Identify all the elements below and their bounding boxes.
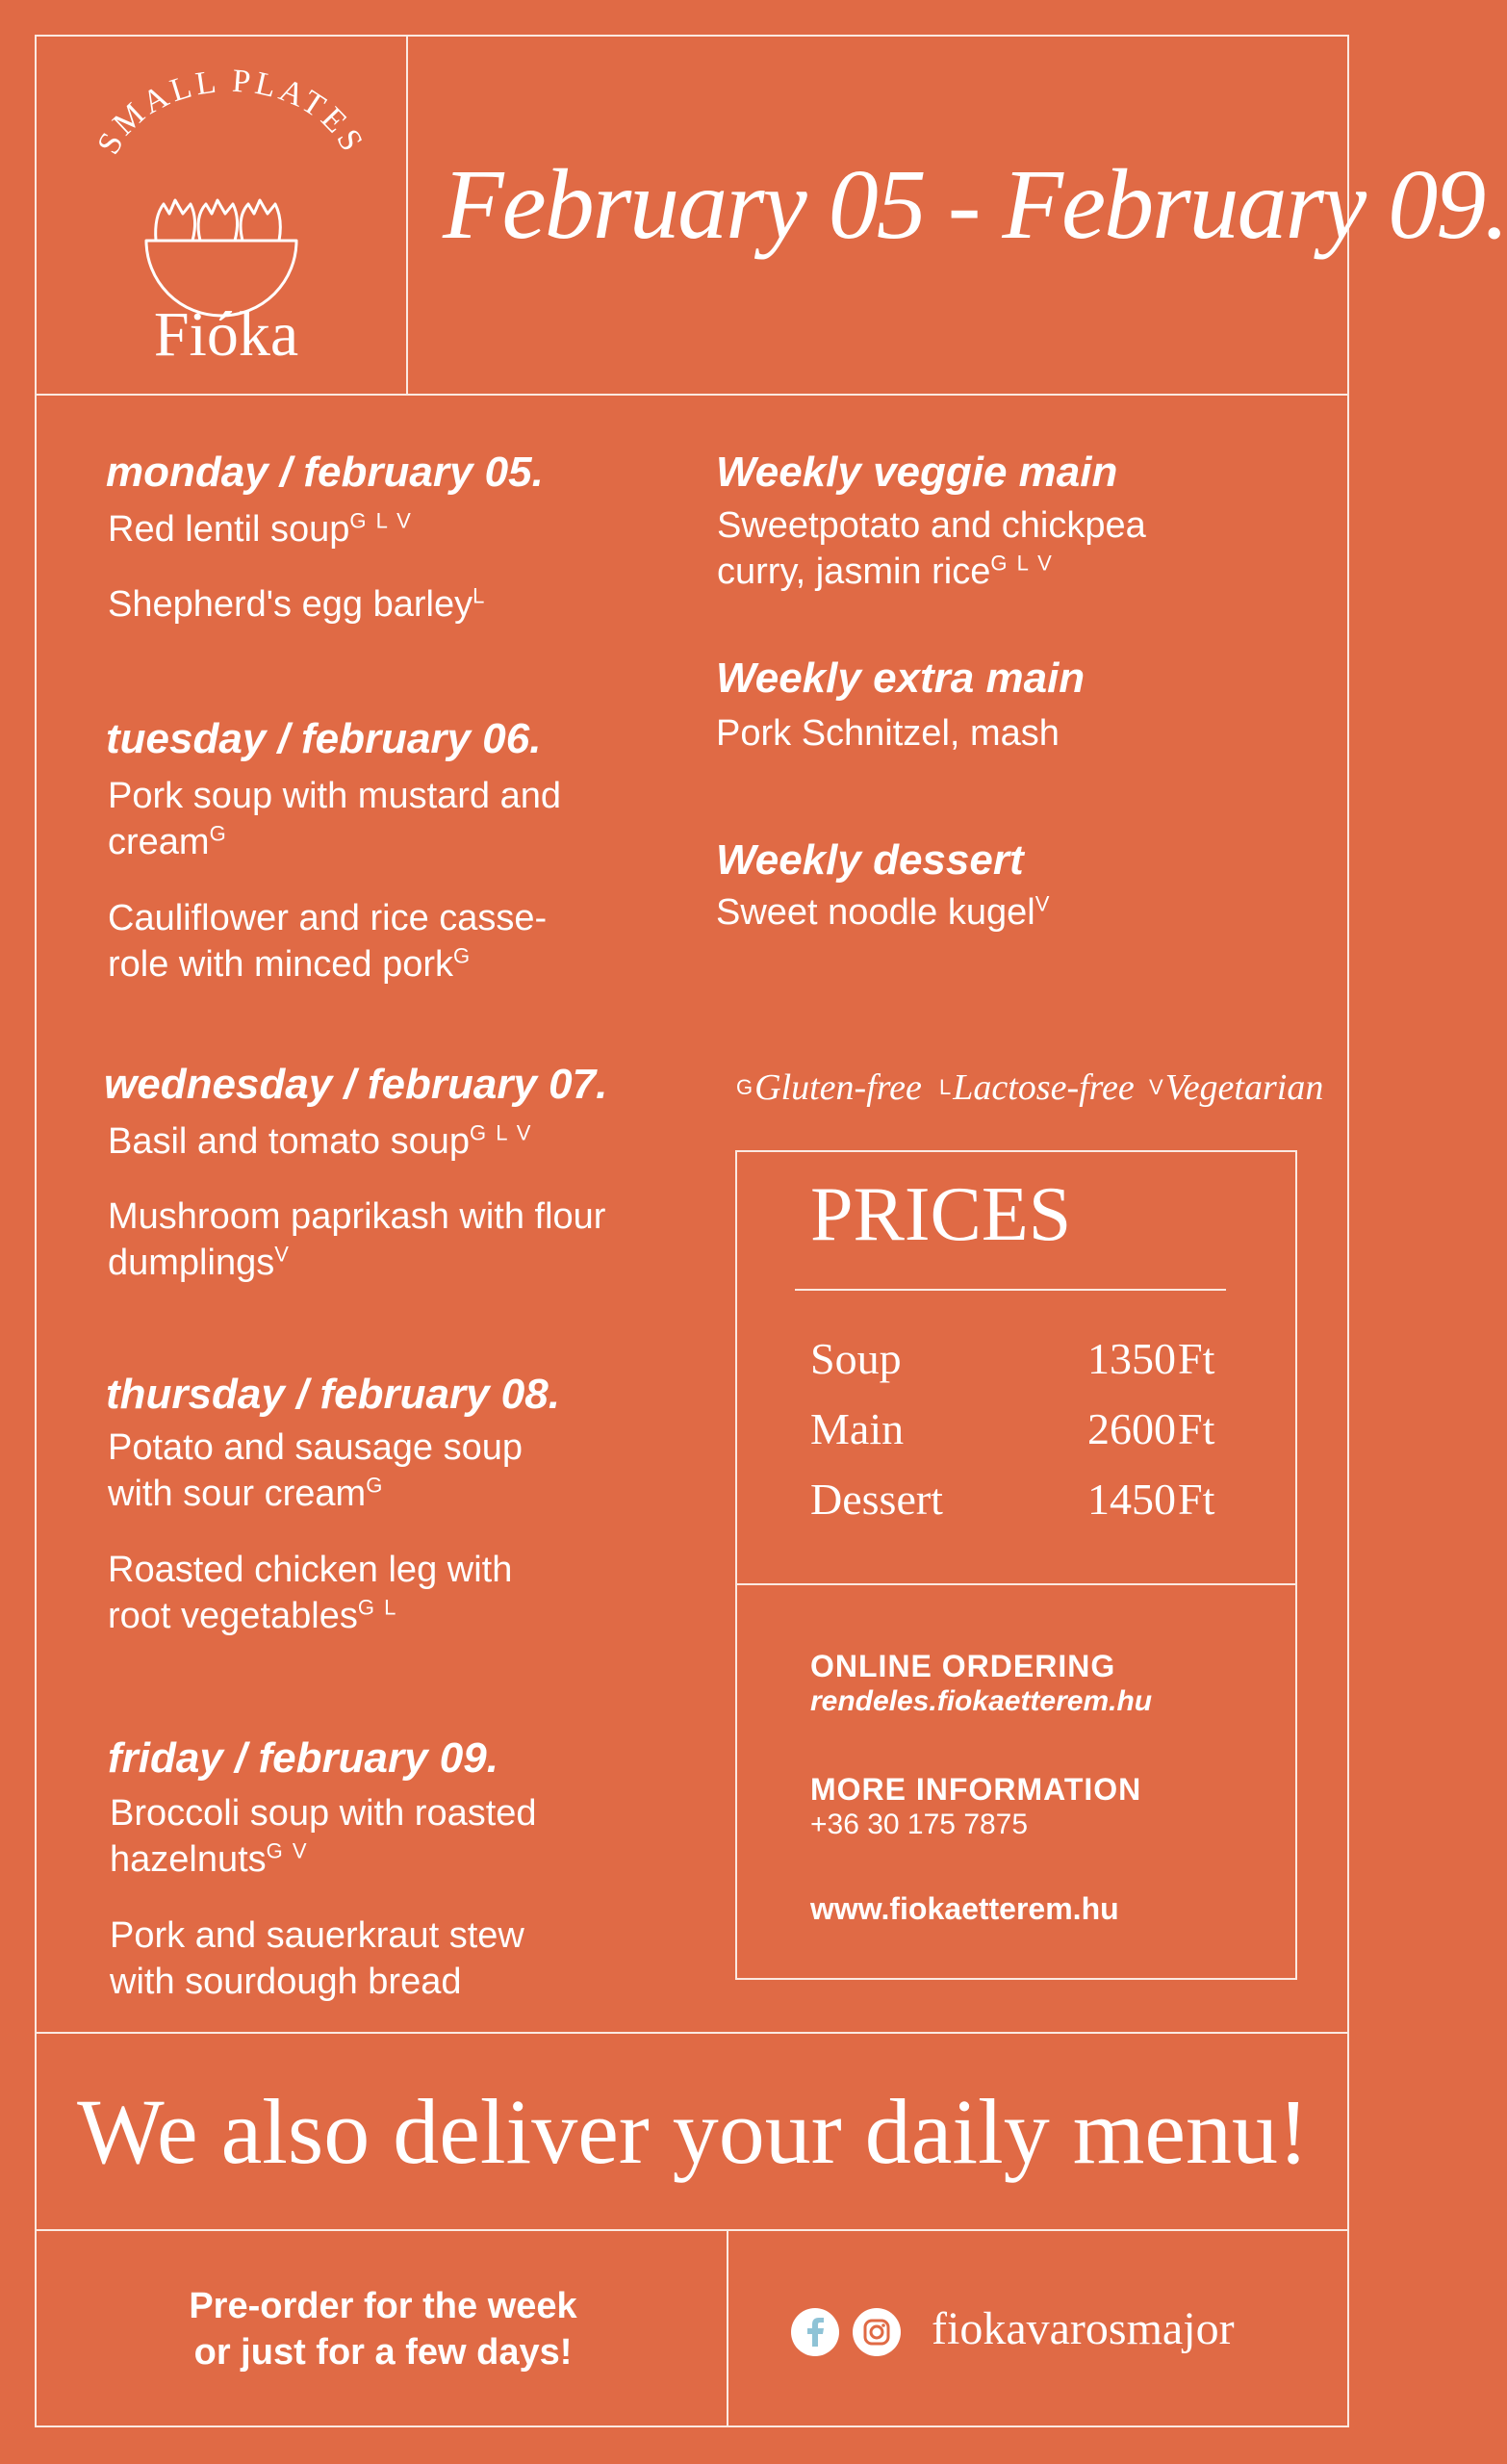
weekly-heading: Weekly veggie main [716,449,1118,496]
online-ordering-link[interactable]: rendeles.fiokaetterem.hu [810,1685,1153,1717]
phone-number[interactable]: +36 30 175 7875 [810,1809,1029,1840]
weekly-dish [717,502,1146,595]
dish-name-line: role with minced pork [108,944,454,985]
preorder-line: Pre-order for the week [189,2286,577,2326]
dish [110,1790,537,1883]
weekly-heading: Weekly dessert [716,836,1024,884]
diet-marks: V [1034,891,1052,916]
prices-info-divider [737,1583,1295,1585]
dish-name-line: Potato and sausage soup [108,1427,524,1468]
dish-name-line: with sourdough bread [110,1962,462,2002]
prices-title: PRICES [810,1172,1072,1257]
dish-name-line: Broccoli soup with roasted [110,1793,537,1834]
logo [38,38,404,393]
legend-item [939,1066,1135,1109]
dish [108,1194,605,1286]
instagram-icon[interactable] [853,2308,901,2356]
price-item: Soup [810,1334,902,1383]
dish-name: Basil and tomato soup [108,1121,471,1162]
dish [108,895,547,988]
logo-tagline: SMALL PLATES [90,67,371,161]
price-amount: 1350 [1087,1334,1176,1383]
dish [110,1912,524,2005]
dish [108,1118,532,1165]
dish-name-line: Mushroom paprikash with flour [108,1196,606,1237]
dish-name-line: Pork and sauerkraut stew [110,1915,524,1956]
prices-box [735,1150,1297,1980]
bowl-icon [135,164,308,318]
diet-marks: L [473,583,487,608]
diet-marks: G L V [990,551,1054,576]
dish [108,1547,512,1639]
dish-name-line: with sour cream [108,1474,367,1514]
brand-name: Fióka [153,299,299,370]
legend-label: Vegetarian [1164,1067,1324,1108]
price-currency: Ft [1178,1334,1215,1383]
frame-bottom [35,2426,1349,2427]
diet-marks: G L [357,1595,398,1620]
dish-name-line: cream [108,822,210,862]
preorder-line: or just for a few days! [193,2332,573,2373]
facebook-icon[interactable] [791,2308,839,2356]
prices-title-rule [795,1289,1226,1291]
legend-label: Gluten-free [754,1067,922,1108]
dish-name-line: Pork soup with mustard and [108,776,562,816]
weekly-dish [716,889,1051,936]
weekly-heading: Weekly extra main [716,654,1086,702]
dish-name-line: dumplings [108,1243,275,1283]
diet-marks: G L V [349,508,413,533]
diet-marks: G V [266,1838,309,1863]
day-heading: monday / february 05. [106,449,544,496]
dish [108,581,486,628]
dish-name: Sweet noodle kugel [716,892,1035,933]
dish-name-line: root vegetables [108,1596,358,1636]
dish-name-line: curry, jasmin rice [717,552,991,592]
dish-name-line: Roasted chicken leg with [108,1550,513,1590]
dish [108,1424,523,1517]
diet-marks: V [274,1242,291,1267]
website-link[interactable]: www.fiokaetterem.hu [810,1891,1119,1926]
more-information-label: MORE INFORMATION [810,1772,1142,1807]
day-heading: thursday / february 08. [106,1371,560,1418]
header-divider [35,394,1349,396]
day-heading: friday / february 09. [108,1734,498,1782]
day-heading: wednesday / february 07. [104,1061,608,1108]
legend-mark: G [736,1075,754,1099]
dish-name-line: Cauliflower and rice casse- [108,898,548,938]
dish-name-line: hazelnuts [110,1839,267,1880]
legend-mark: V [1149,1075,1163,1099]
legend-item [736,1066,922,1109]
dish-name: Pork Schnitzel, mash [716,713,1060,754]
diet-marks: G [209,821,228,846]
svg-text:SMALL PLATES [90,67,371,161]
price-currency: Ft [1178,1475,1215,1524]
dish-name: Shepherd's egg barley [108,584,473,625]
day-heading: tuesday / february 06. [106,715,542,762]
dish [108,506,413,552]
dish [108,773,561,865]
dish-name-line: Sweetpotato and chickpea [717,505,1146,546]
price-item: Main [810,1404,905,1453]
diet-marks: G L V [470,1120,533,1145]
price-currency: Ft [1178,1404,1215,1453]
legend-mark: L [939,1075,952,1099]
legend-item [1149,1066,1323,1109]
diet-marks: G [366,1473,385,1498]
preorder-text [38,2283,728,2375]
social-handle[interactable]: fiokavarosmajor [932,2303,1235,2354]
price-amount: 1450 [1087,1475,1176,1524]
dish-name: Red lentil soup [108,509,350,550]
diet-marks: G [453,943,473,968]
frame-top [35,35,1349,37]
online-ordering-label: ONLINE ORDERING [810,1649,1116,1683]
price-item: Dessert [810,1475,943,1524]
date-range-title: February 05 - February 09. [443,149,1507,260]
legend-label: Lactose-free [953,1067,1135,1108]
weekly-dish [716,710,1060,757]
price-amount: 2600 [1087,1404,1176,1453]
delivery-banner: We also deliver your daily menu! [77,2080,1309,2183]
